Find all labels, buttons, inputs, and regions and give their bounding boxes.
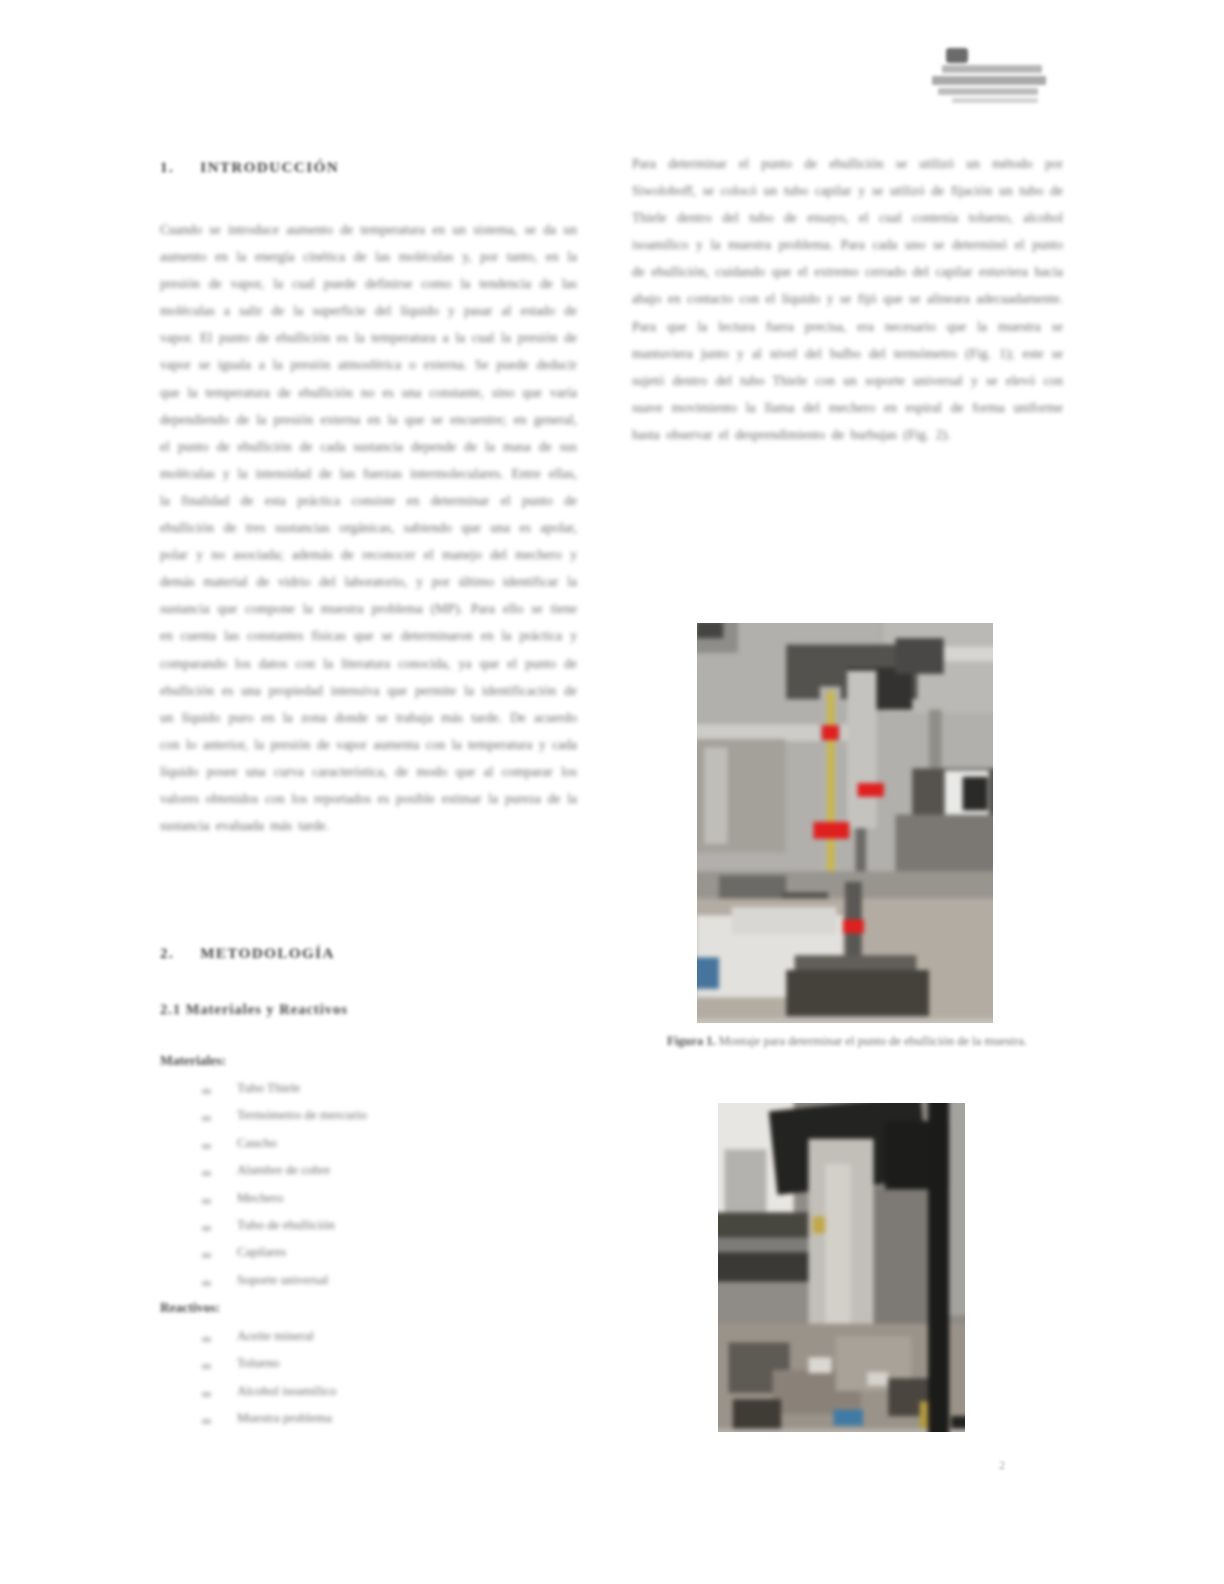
section-number: 1. [160, 160, 175, 176]
glass-glint [808, 1357, 831, 1373]
section-title: METODOLOGÍA [200, 946, 335, 962]
reagents-label: Reactivos: [160, 1300, 220, 1315]
intro-paragraph: Cuando se introduce aumento de temperatura en un sistema, se da un aumento en la energía cinética de las moléculas y, por tanto, en la presión de vapor, la cual puede definirse como la tendencia de las moléculas a salir de la superficie del líquido y pasar al estado de vapor. El punto de ebullición es la temperatura a la cual la presión de vapor se iguala a la presión atmosférica o externa. Se puede deducir que la temperatura de ebullición no es una constante, sino que varía dependiendo de la presión externa en la que se encuentre; en general, el punto de ebullición de cada sustancia depende de la masa de sus moléculas y la intensidad de las fuerzas intermoleculares. Entre ellas, la finalidad de esta práctica consiste en determinar el punto de ebullición de tres sustancias orgánicas, sabiendo que una es apolar, polar y no asociada; además de reconocer el manejo del mechero y demás material de vidrio del laboratorio, y por último identificar la sustancia que compone la muestra problema (MP). Para ello se tiene en cuenta las constantes físicas que se determinaron en la práctica y comparando los datos con la literatura conocida, ya que el punto de ebullición es una propiedad intensiva que permite la identificación de un líquido puro en la zona donde se trabaja más tarde. De acuerdo con lo anterior, la presión de vapor aumenta con la temperatura y cada líquido posee una curva característica, de modo que al comparar los valores obtenidos con los reportados es posible estimar la pureza de la sustancia evaluada más tarde. [160, 222, 577, 834]
subsection-heading-materiales-reactivos: 2.1 Materiales y Reactivos [160, 1002, 348, 1018]
bench-items [895, 815, 993, 876]
list-item: Soporte universal [160, 1272, 500, 1299]
list-item: Tubo de ebullición [160, 1217, 500, 1244]
section-number: 2. [160, 946, 175, 962]
red-clamp-knob [843, 920, 864, 934]
list-item: Mechero [160, 1190, 500, 1217]
section-heading-introduccion [160, 160, 339, 177]
red-clamp-knob [822, 725, 839, 740]
list-item: Muestra problema [160, 1410, 500, 1437]
materials-label: Materiales: [160, 1053, 226, 1068]
logo-text-line [942, 65, 1042, 73]
list-item: Caucho [160, 1135, 500, 1162]
figure-1-photo-content [697, 623, 993, 1023]
logo-text-line [952, 98, 1038, 103]
page-number: 2 [999, 1458, 1005, 1472]
glass-glint [867, 1372, 888, 1386]
institution-logo [928, 46, 1052, 104]
background [869, 1187, 930, 1334]
list-item: Termómetro de mercurio [160, 1107, 500, 1134]
figure-caption-text: Montaje para determinar el punto de ebullición de la muestra. [715, 1034, 1027, 1048]
glass-tube [847, 671, 876, 829]
blue-object [834, 1410, 863, 1426]
materials-list [160, 1080, 500, 1299]
background-edge [949, 1103, 965, 1315]
thermometer-yellow-strip [827, 691, 834, 897]
shelf-band [718, 1212, 808, 1237]
floor-papers [732, 907, 837, 934]
reagents-list [160, 1328, 500, 1438]
figure-1-photo [697, 623, 993, 1023]
figure-2-photo-content [718, 1103, 965, 1432]
yellow-tag [813, 1217, 826, 1234]
cabinet-highlight [704, 747, 727, 844]
shelf-band [718, 1252, 813, 1281]
dark-equipment [733, 1399, 781, 1431]
figure-1-caption [657, 1032, 1037, 1051]
red-clamp-knob [858, 783, 884, 797]
section-heading-metodologia [160, 946, 335, 963]
section-title: INTRODUCCIÓN [200, 160, 340, 176]
wall-mark [697, 623, 723, 638]
figure-2-photo [718, 1103, 965, 1432]
list-item: Alcohol isoamílico [160, 1383, 500, 1410]
logo-text-line [932, 76, 1046, 85]
blue-object [697, 957, 719, 989]
clamp-hardware [895, 638, 943, 674]
list-item: Aceite mineral [160, 1328, 500, 1355]
list-item: Tolueno [160, 1355, 500, 1382]
list-item: Alambre de cobre [160, 1162, 500, 1189]
list-item: Tubo Thiele [160, 1080, 500, 1107]
stand-base [786, 970, 929, 1016]
white-equipment-detail [963, 777, 988, 811]
logo-text-line [938, 88, 1038, 95]
figure-caption-label: Figura 1. [667, 1034, 716, 1048]
window-skyline [724, 1149, 766, 1212]
shelf-gap [718, 1238, 808, 1253]
floor-strip [697, 1018, 993, 1023]
stand-vertical-bar [928, 1103, 949, 1432]
logo-emblem-icon [946, 48, 968, 63]
list-item: Capilares [160, 1244, 500, 1271]
red-clamp-knob [814, 822, 850, 839]
glass-highlight [825, 1164, 850, 1327]
methods-paragraph: Para determinar el punto de ebullición se utilizó un método por Siwoloboff, se colocó un tubo capilar y se utilizó de fijación un tubo de Thiele dentro del tubo de ensayo, el cual contenía tolueno, alcohol isoamílico y la muestra problema. Para cada uno se determinó el punto de ebullición, cuidando que el extremo cerrado del capilar estuviera hacia abajo en contacto con el líquido y se fijó que se alineara adecuadamente. Para que la lectura fuera precisa, era necesario que la muestra se mantuviera junto y al nivel del bulbo del termómetro (Fig. 1); este se sujetó dentro del tubo Thiele con un soporte universal y se elevó con suave movimiento la llama del mechero en espiral de forma uniforme hasta observar el desprendimiento de burbujas (Fig. 2). [632, 156, 1063, 442]
